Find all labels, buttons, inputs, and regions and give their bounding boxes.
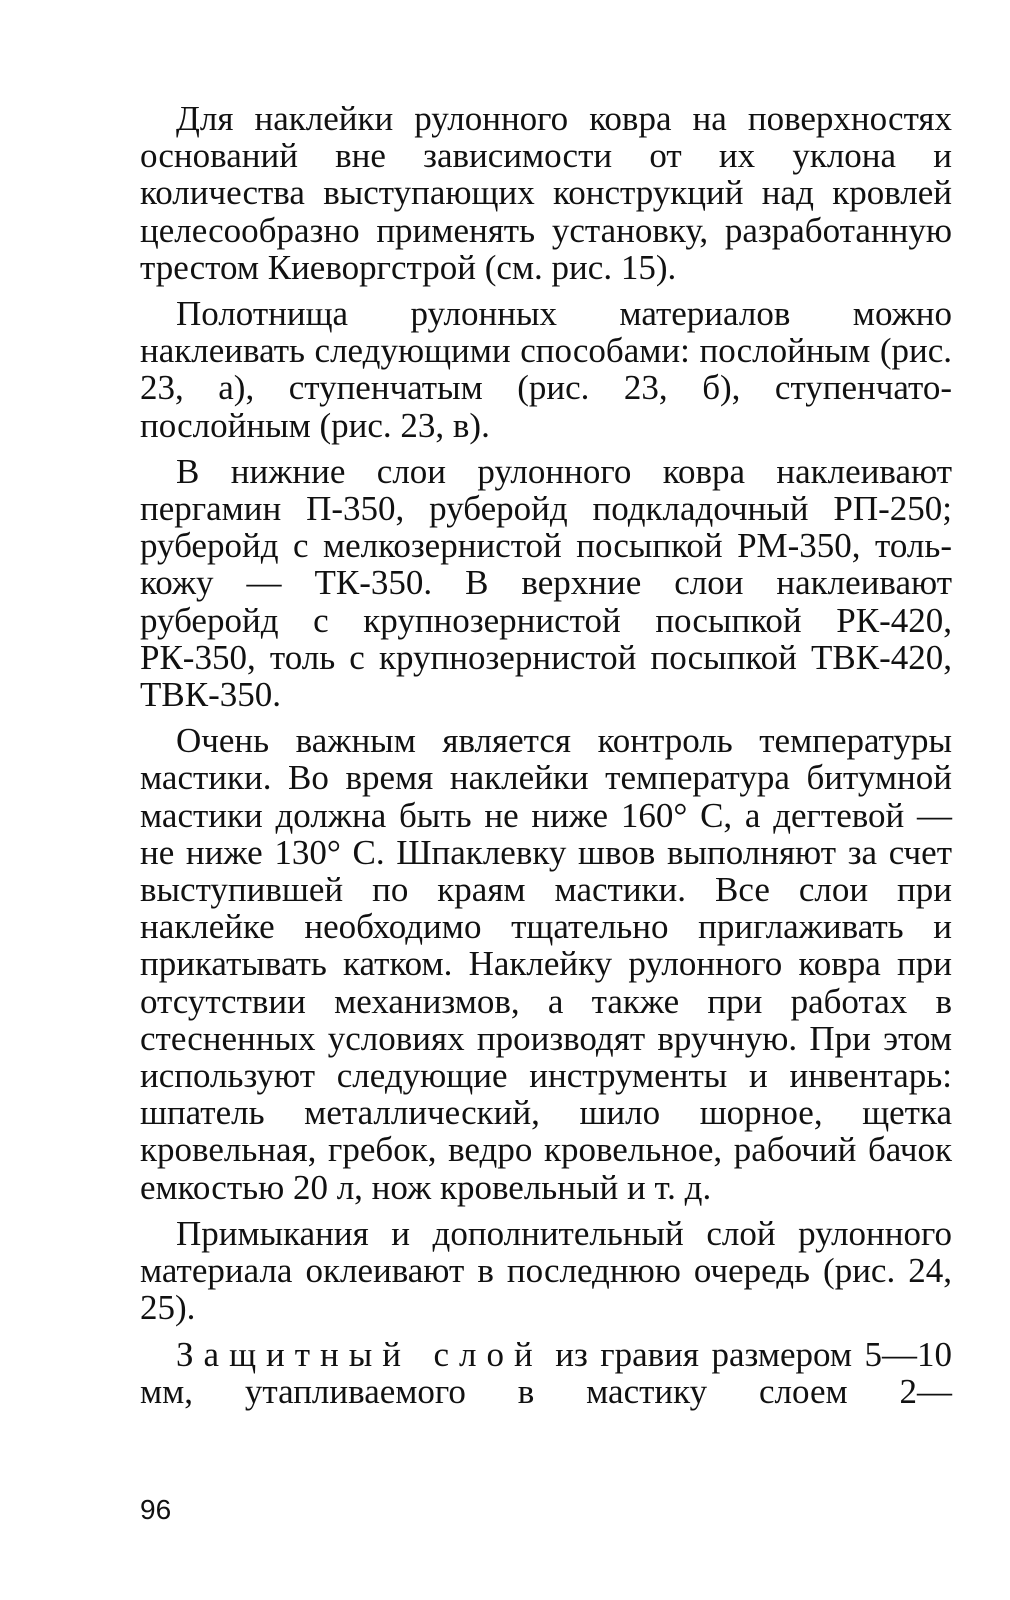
paragraph-layer-materials: В нижние слои рулонного ковра наклеивают пергамин П-350, руберойд подкладочный РП-250; руберойд с мелкозернистой посыпкой РМ-350, толь-кожу — ТК-350. В верхние слои наклеивают руберойд с крупнозернистой посыпкой РК-420, РК-350, толь с крупнозернистой посыпкой ТВК-420, ТВК-350. [140, 451, 952, 715]
paragraph-mastic-temperature: Очень важным является контроль температуры мастики. Во время наклейки температура битумной мастики должна быть не ниже 160° С, а дегтевой — не ниже 130° С. Шпаклевку швов выполняют за счет выступившей по краям мастики. Все слои при наклейке необходимо тщательно приглаживать и прикатывать катком. Наклейку рулонного ковра при отсутствии механизмов, а также при работах в стесненных условиях производят вручную. При этом используют следующие инструменты и инвентарь: шпатель металлический, шило шорное, щетка кровельная, гребок, ведро кровельное, рабочий бачок емкостью 20 л, нож кровельный и т. д. [140, 721, 952, 1207]
paragraph-junctions: Примыкания и дополнительный слой рулонного материала оклеивают в последнюю очередь (рис. 24, 25). [140, 1213, 952, 1328]
page-number: 96 [140, 1494, 172, 1525]
paragraph-rolled-carpet-installation: Для наклейки рулонного ковра на поверхностях оснований вне зависимости от их уклона и количества выступающих конструкций над кровлей целесообразно применять установку, разработанную трестом Киеворгстрой (см. рис. 15). [140, 99, 952, 287]
body-text [140, 100, 952, 1419]
spaced-term-protective-layer: Защитный слой [176, 1334, 543, 1374]
protective-layer-text: из гравия размером 5—10 мм, утапливаемого в мастику слоем 2— [140, 1334, 952, 1411]
paragraph-gluing-methods: Полотнища рулонных материалов можно наклеивать следующими способами: послойным (рис. 23, а), ступенчатым (рис. 23, б), ступенчато-послойным (рис. 23, в). [140, 294, 952, 445]
paragraph-protective-layer [140, 1336, 952, 1410]
